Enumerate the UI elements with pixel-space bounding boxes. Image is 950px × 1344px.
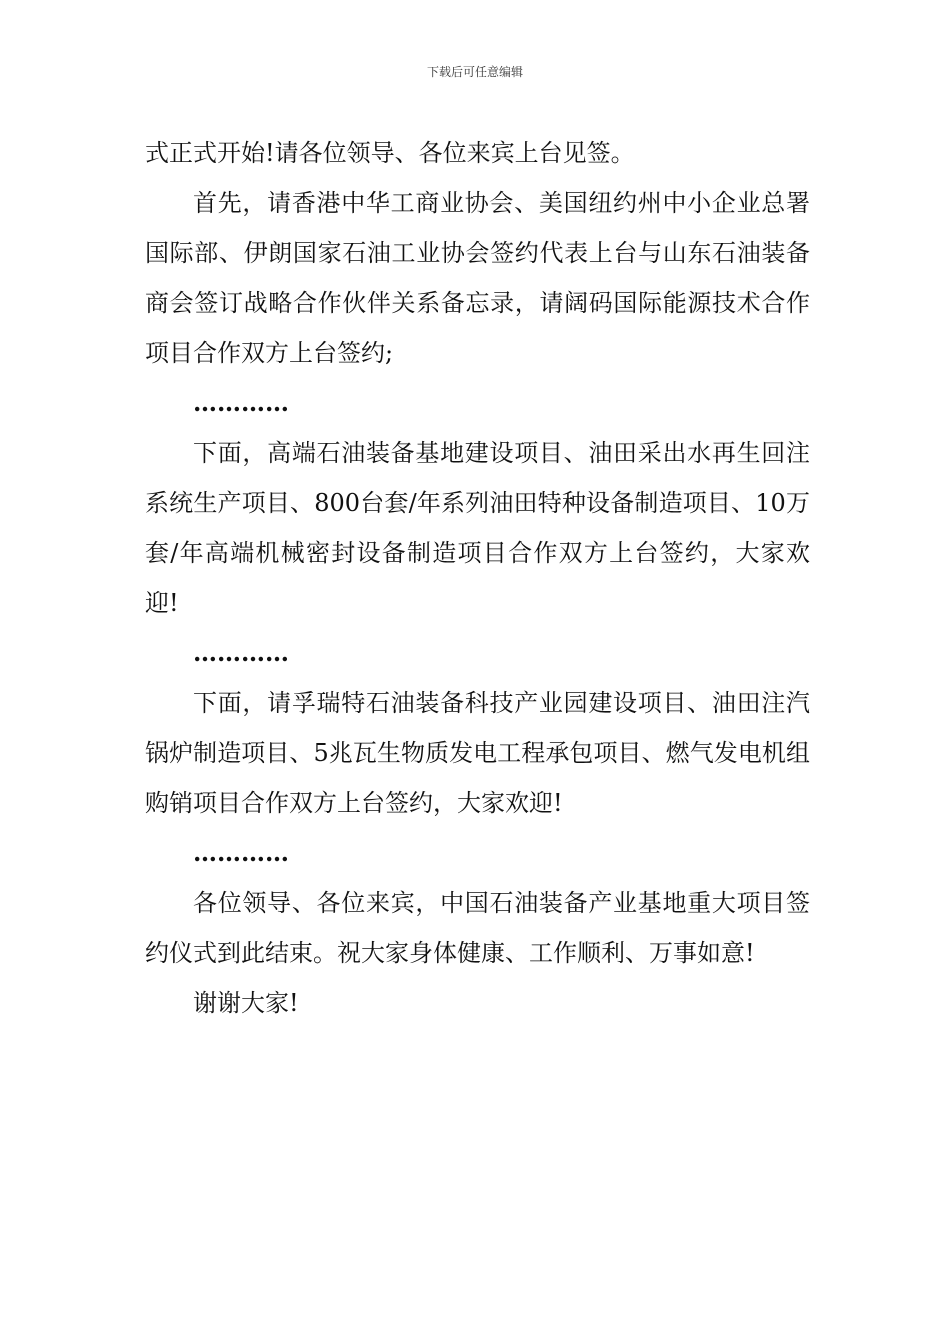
paragraph-projects-1: 下面，高端石油装备基地建设项目、油田采出水再生回注系统生产项目、800台套/年系列油田特种设备制造项目、10万套/年高端机械密封设备制造项目合作双方上台签约，大家欢迎! (145, 439, 810, 617)
page-header: 下载后可任意编辑 (426, 65, 523, 79)
document-body (145, 128, 810, 1028)
ellipsis-separator: ………… (193, 838, 289, 867)
paragraph-closing: 各位领导、各位来宾，中国石油装备产业基地重大项目签约仪式到此结束。祝大家身体健康、工作顺利、万事如意! (145, 889, 810, 967)
paragraph-thanks: 谢谢大家! (193, 989, 299, 1017)
ellipsis-separator: ………… (193, 638, 289, 667)
ellipsis-separator: ………… (193, 388, 289, 417)
paragraph-continuation: 式正式开始!请各位领导、各位来宾上台见签。 (145, 139, 635, 167)
paragraph-signing-intro: 首先，请香港中华工商业协会、美国纽约州中小企业总署国际部、伊朗国家石油工业协会签约代表上台与山东石油装备商会签订战略合作伙伴关系备忘录，请阔码国际能源技术合作项目合作双方上台签约; (145, 189, 810, 367)
paragraph-projects-2: 下面，请孚瑞特石油装备科技产业园建设项目、油田注汽锅炉制造项目、5兆瓦生物质发电工程承包项目、燃气发电机组购销项目合作双方上台签约，大家欢迎! (145, 689, 810, 817)
